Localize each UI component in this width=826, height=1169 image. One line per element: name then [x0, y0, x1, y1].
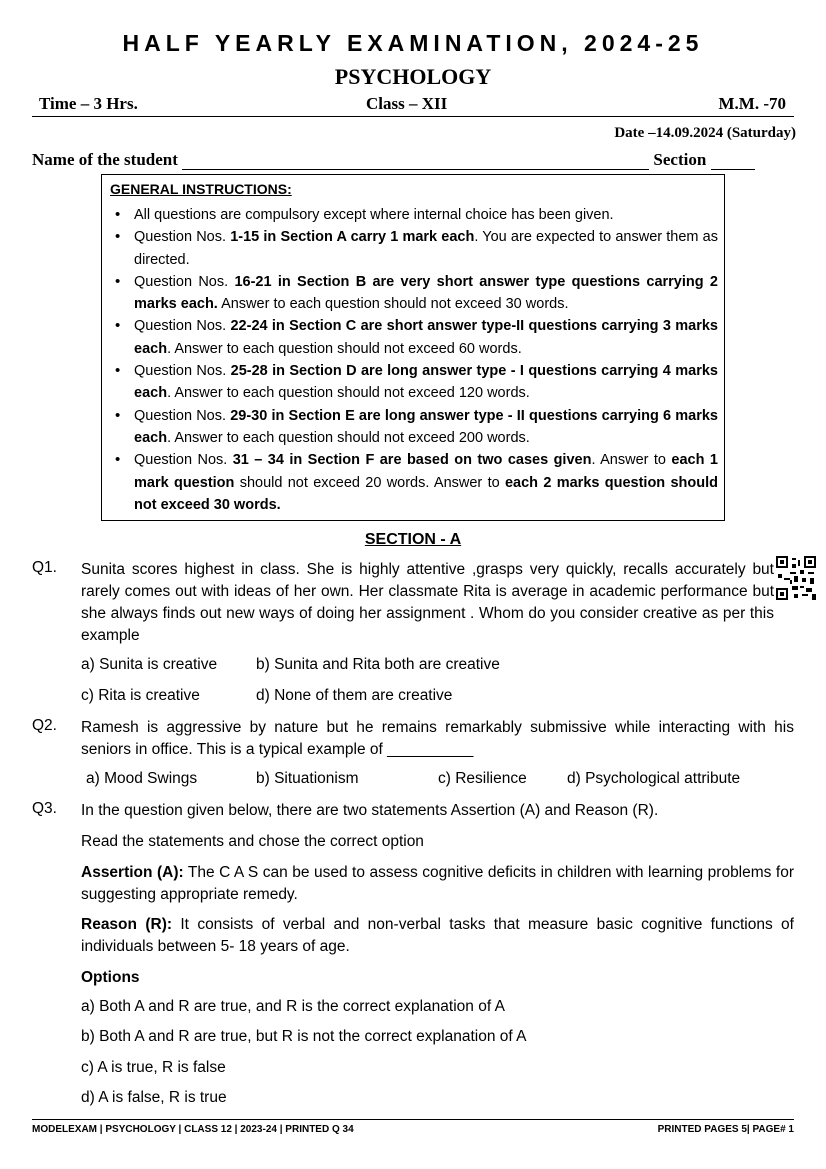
- instruction-item: • Question Nos. 31 – 34 in Section F are based on two cases given. Answer to each 1 mark question should not exceed 20 words. Answer to each 2 marks question should not exceed 30 words.: [110, 449, 718, 516]
- q3-instruction: Read the statements and chose the correct option: [81, 833, 424, 850]
- q2-option-b: b) Situationism: [256, 770, 359, 787]
- q3-assertion: Assertion (A): The C A S can be used to assess cognitive deficits in children with learning problems for suggesting appropriate remedy.: [81, 864, 794, 903]
- q2-option-d: d) Psychological attribute: [567, 770, 741, 787]
- instructions-list: [110, 204, 718, 516]
- footer-divider: [32, 1119, 794, 1120]
- general-instructions-box: [101, 174, 725, 521]
- question-text: In the question given below, there are two statements Assertion (A) and Reason (R).: [81, 802, 659, 819]
- instruction-item: • Question Nos. 1-15 in Section A carry 1 mark each. You are expected to answer them as directed.: [110, 226, 718, 271]
- time-allowed: Time – 3 Hrs.: [39, 94, 138, 113]
- instructions-heading: GENERAL INSTRUCTIONS:: [110, 181, 292, 197]
- q1-option-c: c) Rita is creative: [81, 687, 200, 704]
- footer-left-text: MODELEXAM | PSYCHOLOGY | CLASS 12 | 2023-24 | PRINTED Q 34: [32, 1124, 354, 1135]
- q3-options-label: Options: [81, 969, 140, 986]
- q3-option-a: a) Both A and R are true, and R is the correct explanation of A: [81, 998, 505, 1015]
- q3-option-c: c) A is true, R is false: [81, 1059, 226, 1076]
- exam-title: HALF YEARLY EXAMINATION, 2024-25: [122, 30, 704, 56]
- instruction-item: • Question Nos. 16-21 in Section B are very short answer type questions carrying 2 marks each. Answer to each question should not exceed 30 words.: [110, 271, 718, 316]
- question-number: Q3.: [32, 800, 57, 817]
- question-text: Sunita scores highest in class. She is highly attentive ,grasps very quickly, recalls accurately but rarely comes out with ideas of her own. Her classmate Rita is average in academic performance but she always finds out new ways of doing her assignment . Whom do you consider creative as per this example: [81, 561, 774, 644]
- name-label: Name of the student: [32, 150, 178, 169]
- student-name-row: [32, 150, 772, 170]
- exam-meta-row: [32, 94, 794, 117]
- section-a-title: SECTION - A: [364, 531, 462, 548]
- q1-option-a: a) Sunita is creative: [81, 656, 218, 673]
- max-marks: M.M. -70: [718, 94, 786, 113]
- subject-title: PSYCHOLOGY: [334, 64, 492, 89]
- footer-right-text: PRINTED PAGES 5| PAGE# 1: [657, 1124, 794, 1135]
- instruction-item: • Question Nos. 22-24 in Section C are short answer type-II questions carrying 3 marks each. Answer to each question should not exceed 60 words.: [110, 315, 718, 360]
- section-label: Section: [653, 150, 707, 169]
- q1-option-d: d) None of them are creative: [256, 687, 453, 704]
- class-label: Class – XII: [366, 94, 448, 113]
- exam-date: Date –14.09.2024 (Saturday): [614, 125, 796, 141]
- instruction-item: • Question Nos. 29-30 in Section E are long answer type - II questions carrying 6 marks each. Answer to each question should not exceed 200 words.: [110, 405, 718, 450]
- q3-reason: Reason (R): It consists of verbal and non-verbal tasks that measure basic cognitive functions of individuals between 5- 18 years of age.: [81, 916, 794, 955]
- q3-option-d: d) A is false, R is true: [81, 1089, 227, 1106]
- instruction-item: • Question Nos. 25-28 in Section D are long answer type - I questions carrying 4 marks each. Answer to each question should not exceed 120 words.: [110, 360, 718, 405]
- q2-option-c: c) Resilience: [438, 770, 527, 787]
- instruction-item: • All questions are compulsory except where internal choice has been given.: [110, 204, 718, 226]
- qr-code-icon: [776, 556, 816, 600]
- q1-option-b: b) Sunita and Rita both are creative: [256, 656, 500, 673]
- section-blank[interactable]: [711, 155, 755, 170]
- question-number: Q1.: [32, 559, 57, 576]
- name-blank[interactable]: [182, 155, 649, 170]
- q2-option-a: a) Mood Swings: [86, 770, 198, 787]
- question-text: Ramesh is aggressive by nature but he remains remarkably submissive while interacting with his seniors in office. This is a typical example of __________: [81, 719, 794, 758]
- q3-option-b: b) Both A and R are true, but R is not the correct explanation of A: [81, 1028, 527, 1045]
- question-number: Q2.: [32, 717, 57, 734]
